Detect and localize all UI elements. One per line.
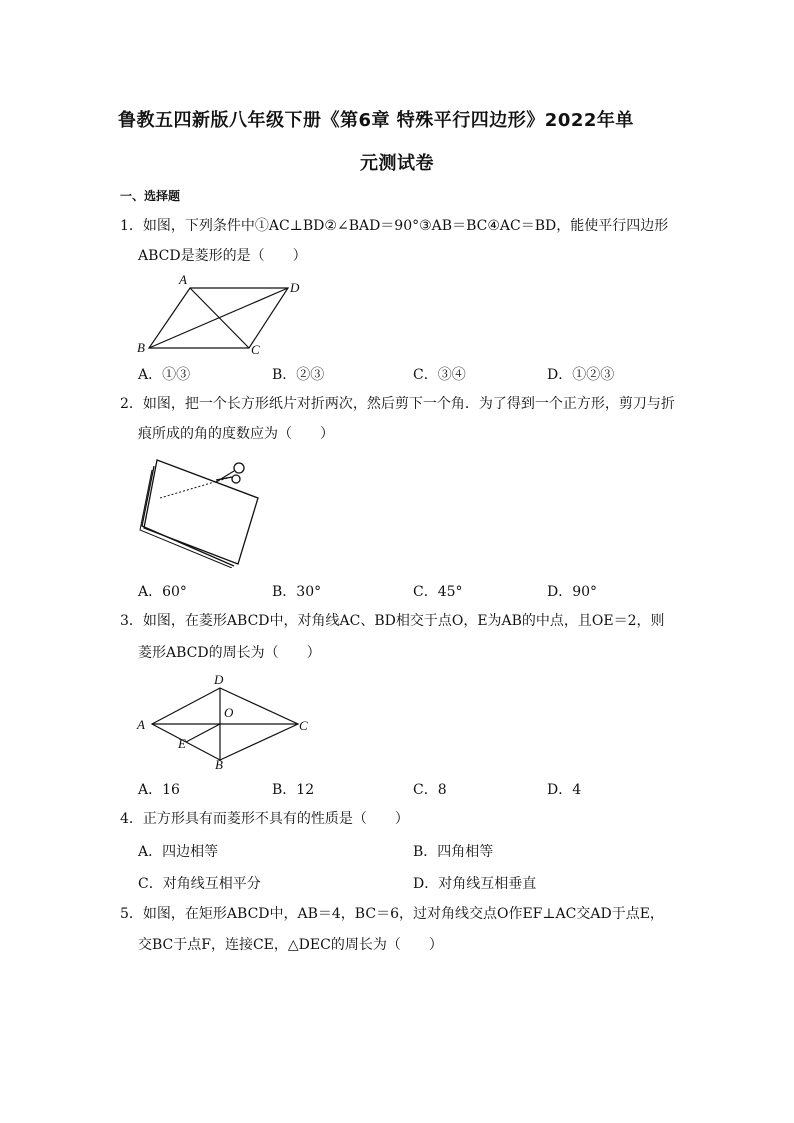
q2-option-d[interactable]: D．90° — [547, 584, 598, 600]
page-title-line1: 鲁教五四新版八年级下册《第6章 特殊平行四边形》2022年单 — [118, 110, 634, 131]
q3-option-a[interactable]: A．16 — [138, 782, 180, 798]
q4-option-b[interactable]: B．四角相等 — [413, 844, 494, 860]
label-D: D — [214, 672, 224, 687]
label-D: D — [290, 280, 300, 295]
label-E: E — [178, 736, 186, 751]
figure-folded-paper — [138, 458, 268, 568]
q1-option-b[interactable]: B．②③ — [272, 367, 325, 383]
question-3-line1: 3．如图，在菱形ABCD中，对角线AC、BD相交于点O，E为AB的中点，且OE＝2，则 — [120, 613, 665, 629]
page-title-line2: 元测试卷 — [360, 153, 434, 174]
q1-option-c[interactable]: C．③④ — [413, 367, 466, 383]
question-1-line1: 1．如图，下列条件中①AC⊥BD②∠BAD＝90°③AB＝BC④AC＝BD，能使平行四边形 — [120, 218, 669, 234]
question-5-line2: 交BC于点F，连接CE，△DEC的周长为（ ） — [138, 937, 443, 953]
q4-option-a[interactable]: A．四边相等 — [138, 844, 219, 860]
q1-option-a[interactable]: A．①③ — [138, 367, 191, 383]
label-C: C — [299, 718, 308, 733]
question-1-line2: ABCD是菱形的是（ ） — [138, 248, 307, 264]
figure-rhombus — [133, 671, 323, 771]
q2-option-c[interactable]: C．45° — [413, 584, 463, 600]
question-4-line1: 4．正方形具有而菱形不具有的性质是（ ） — [120, 811, 409, 827]
label-C: C — [251, 342, 260, 357]
question-3-line2: 菱形ABCD的周长为（ ） — [138, 645, 321, 661]
question-5-line1: 5．如图，在矩形ABCD中，AB＝4，BC＝6，过对角线交点O作EF⊥AC交AD于点E， — [120, 906, 664, 922]
q1-option-d[interactable]: D．①②③ — [547, 367, 615, 383]
label-A: A — [179, 272, 187, 287]
q3-option-d[interactable]: D．4 — [547, 782, 582, 798]
figure-parallelogram — [133, 270, 313, 360]
question-2-line2: 痕所成的角的度数应为（ ） — [138, 426, 334, 442]
q4-option-c[interactable]: C．对角线互相平分 — [138, 876, 261, 892]
label-B: B — [215, 757, 223, 771]
q3-option-c[interactable]: C．8 — [413, 782, 447, 798]
scissors-icon — [216, 463, 244, 483]
label-B: B — [137, 340, 145, 355]
label-A: A — [137, 717, 145, 732]
q2-option-b[interactable]: B．30° — [272, 584, 322, 600]
q4-option-d[interactable]: D．对角线互相垂直 — [413, 876, 537, 892]
label-O: O — [224, 705, 234, 720]
question-2-line1: 2．如图，把一个长方形纸片对折两次，然后剪下一个角．为了得到一个正方形，剪刀与折 — [120, 396, 675, 412]
section-heading: 一、选择题 — [120, 189, 181, 203]
q3-option-b[interactable]: B．12 — [272, 782, 315, 798]
q2-option-a[interactable]: A．60° — [138, 584, 187, 600]
